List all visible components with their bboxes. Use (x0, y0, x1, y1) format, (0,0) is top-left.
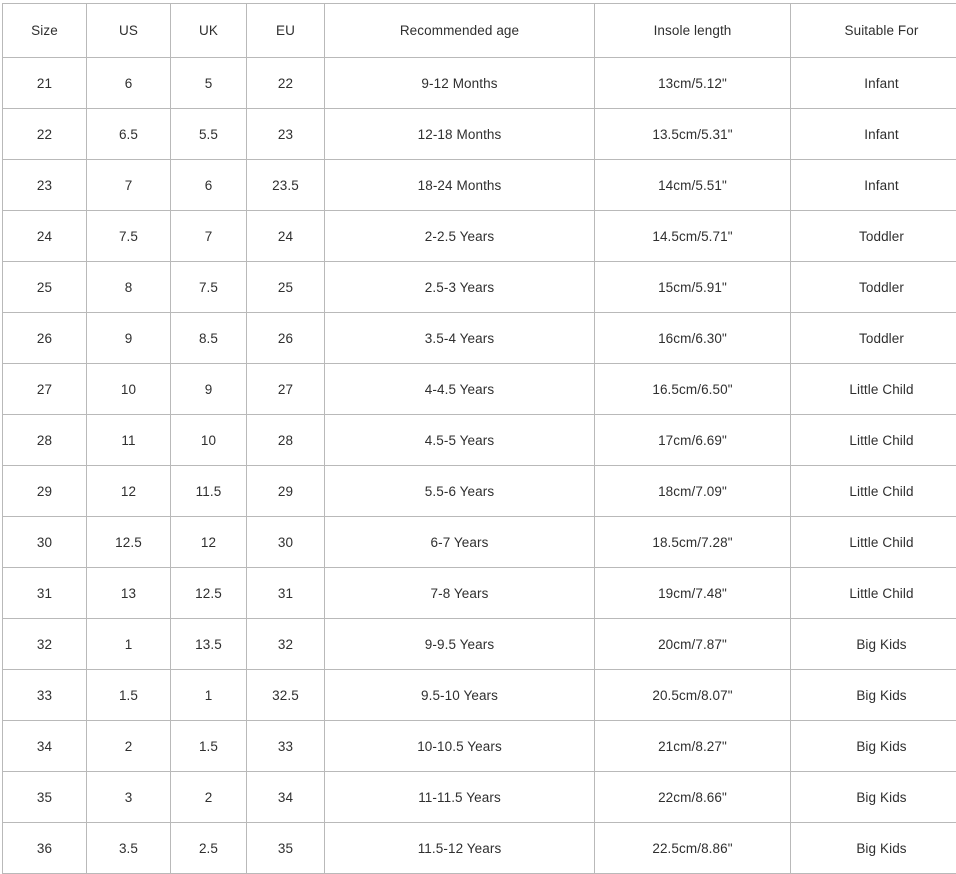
cell-us: 12 (87, 466, 171, 517)
table-row (3, 619, 956, 670)
table-row (3, 109, 956, 160)
table-row (3, 772, 956, 823)
table-row (3, 823, 956, 874)
cell-eu: 33 (247, 721, 325, 772)
cell-us: 8 (87, 262, 171, 313)
cell-eu: 34 (247, 772, 325, 823)
table-header (3, 4, 956, 58)
cell-size: 30 (3, 517, 87, 568)
cell-us: 11 (87, 415, 171, 466)
cell-insole-length: 20cm/7.87" (595, 619, 791, 670)
cell-us: 7.5 (87, 211, 171, 262)
cell-uk: 12.5 (171, 568, 247, 619)
cell-uk: 5 (171, 58, 247, 109)
size-chart-table (2, 3, 956, 874)
cell-uk: 6 (171, 160, 247, 211)
cell-us: 10 (87, 364, 171, 415)
cell-uk: 9 (171, 364, 247, 415)
cell-recommended-age: 7-8 Years (325, 568, 595, 619)
cell-recommended-age: 9-12 Months (325, 58, 595, 109)
cell-eu: 29 (247, 466, 325, 517)
cell-uk: 7.5 (171, 262, 247, 313)
cell-insole-length: 13.5cm/5.31" (595, 109, 791, 160)
cell-us: 2 (87, 721, 171, 772)
column-header-uk: UK (171, 4, 247, 58)
cell-size: 31 (3, 568, 87, 619)
cell-suitable-for: Little Child (791, 415, 956, 466)
column-header-suitable-for: Suitable For (791, 4, 956, 58)
cell-size: 24 (3, 211, 87, 262)
cell-us: 3 (87, 772, 171, 823)
cell-suitable-for: Toddler (791, 262, 956, 313)
cell-us: 9 (87, 313, 171, 364)
cell-eu: 25 (247, 262, 325, 313)
cell-eu: 32 (247, 619, 325, 670)
cell-recommended-age: 9.5-10 Years (325, 670, 595, 721)
cell-insole-length: 15cm/5.91" (595, 262, 791, 313)
cell-recommended-age: 10-10.5 Years (325, 721, 595, 772)
cell-eu: 23.5 (247, 160, 325, 211)
cell-size: 21 (3, 58, 87, 109)
cell-recommended-age: 11.5-12 Years (325, 823, 595, 874)
cell-suitable-for: Little Child (791, 466, 956, 517)
cell-size: 23 (3, 160, 87, 211)
cell-suitable-for: Little Child (791, 568, 956, 619)
cell-suitable-for: Infant (791, 58, 956, 109)
cell-recommended-age: 2.5-3 Years (325, 262, 595, 313)
cell-size: 27 (3, 364, 87, 415)
cell-uk: 5.5 (171, 109, 247, 160)
cell-insole-length: 18.5cm/7.28" (595, 517, 791, 568)
column-header-insole-length: Insole length (595, 4, 791, 58)
cell-eu: 26 (247, 313, 325, 364)
table-body (3, 58, 956, 874)
cell-recommended-age: 11-11.5 Years (325, 772, 595, 823)
cell-size: 28 (3, 415, 87, 466)
cell-insole-length: 22cm/8.66" (595, 772, 791, 823)
cell-suitable-for: Little Child (791, 364, 956, 415)
cell-recommended-age: 12-18 Months (325, 109, 595, 160)
column-header-eu: EU (247, 4, 325, 58)
cell-size: 26 (3, 313, 87, 364)
cell-uk: 11.5 (171, 466, 247, 517)
table-row (3, 58, 956, 109)
cell-eu: 22 (247, 58, 325, 109)
table-row (3, 160, 956, 211)
cell-us: 7 (87, 160, 171, 211)
table-row (3, 211, 956, 262)
cell-insole-length: 21cm/8.27" (595, 721, 791, 772)
cell-recommended-age: 5.5-6 Years (325, 466, 595, 517)
cell-uk: 1.5 (171, 721, 247, 772)
cell-suitable-for: Big Kids (791, 721, 956, 772)
cell-size: 32 (3, 619, 87, 670)
table-row (3, 670, 956, 721)
column-header-us: US (87, 4, 171, 58)
cell-suitable-for: Big Kids (791, 619, 956, 670)
table-row (3, 415, 956, 466)
cell-us: 3.5 (87, 823, 171, 874)
cell-eu: 35 (247, 823, 325, 874)
cell-insole-length: 16cm/6.30" (595, 313, 791, 364)
cell-recommended-age: 2-2.5 Years (325, 211, 595, 262)
cell-suitable-for: Toddler (791, 211, 956, 262)
cell-size: 36 (3, 823, 87, 874)
cell-recommended-age: 6-7 Years (325, 517, 595, 568)
cell-size: 22 (3, 109, 87, 160)
cell-suitable-for: Big Kids (791, 670, 956, 721)
cell-insole-length: 14cm/5.51" (595, 160, 791, 211)
cell-eu: 30 (247, 517, 325, 568)
cell-eu: 31 (247, 568, 325, 619)
table-row (3, 313, 956, 364)
cell-us: 13 (87, 568, 171, 619)
cell-suitable-for: Big Kids (791, 823, 956, 874)
table-row (3, 466, 956, 517)
cell-insole-length: 17cm/6.69" (595, 415, 791, 466)
cell-size: 34 (3, 721, 87, 772)
column-header-recommended-age: Recommended age (325, 4, 595, 58)
cell-insole-length: 14.5cm/5.71" (595, 211, 791, 262)
cell-eu: 23 (247, 109, 325, 160)
cell-size: 25 (3, 262, 87, 313)
column-header-size: Size (3, 4, 87, 58)
cell-uk: 13.5 (171, 619, 247, 670)
cell-insole-length: 16.5cm/6.50" (595, 364, 791, 415)
cell-eu: 27 (247, 364, 325, 415)
table-row (3, 364, 956, 415)
cell-size: 35 (3, 772, 87, 823)
cell-recommended-age: 9-9.5 Years (325, 619, 595, 670)
cell-suitable-for: Little Child (791, 517, 956, 568)
cell-eu: 28 (247, 415, 325, 466)
cell-us: 6.5 (87, 109, 171, 160)
cell-insole-length: 22.5cm/8.86" (595, 823, 791, 874)
cell-suitable-for: Big Kids (791, 772, 956, 823)
cell-recommended-age: 3.5-4 Years (325, 313, 595, 364)
cell-suitable-for: Infant (791, 109, 956, 160)
cell-insole-length: 18cm/7.09" (595, 466, 791, 517)
cell-uk: 2 (171, 772, 247, 823)
cell-us: 6 (87, 58, 171, 109)
cell-size: 29 (3, 466, 87, 517)
table-row (3, 517, 956, 568)
table-row (3, 568, 956, 619)
cell-insole-length: 13cm/5.12" (595, 58, 791, 109)
cell-insole-length: 20.5cm/8.07" (595, 670, 791, 721)
cell-suitable-for: Toddler (791, 313, 956, 364)
cell-eu: 24 (247, 211, 325, 262)
cell-size: 33 (3, 670, 87, 721)
cell-recommended-age: 18-24 Months (325, 160, 595, 211)
cell-uk: 1 (171, 670, 247, 721)
cell-uk: 2.5 (171, 823, 247, 874)
table-header-row (3, 4, 956, 58)
cell-uk: 10 (171, 415, 247, 466)
cell-us: 12.5 (87, 517, 171, 568)
cell-recommended-age: 4-4.5 Years (325, 364, 595, 415)
cell-eu: 32.5 (247, 670, 325, 721)
cell-us: 1 (87, 619, 171, 670)
cell-recommended-age: 4.5-5 Years (325, 415, 595, 466)
table-row (3, 721, 956, 772)
cell-uk: 8.5 (171, 313, 247, 364)
cell-insole-length: 19cm/7.48" (595, 568, 791, 619)
table-row (3, 262, 956, 313)
cell-uk: 7 (171, 211, 247, 262)
cell-suitable-for: Infant (791, 160, 956, 211)
cell-uk: 12 (171, 517, 247, 568)
cell-us: 1.5 (87, 670, 171, 721)
